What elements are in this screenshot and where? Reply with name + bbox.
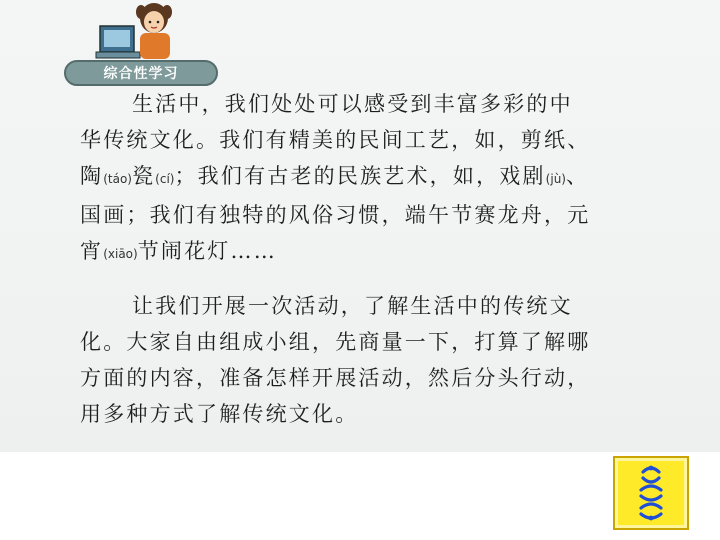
pinyin-annotation: (jù)	[545, 172, 566, 186]
text-line: 生活中，我们处处可以感受到丰富多彩的中	[132, 92, 573, 116]
pinyin-annotation: (xiāo)	[103, 247, 138, 261]
text-run: 瓷	[131, 164, 156, 188]
text-run: 、	[565, 164, 590, 188]
text-run: 节闹花灯……	[137, 239, 277, 263]
text-line: 化。大家自由组成小组，先商量一下，打算了解哪	[80, 330, 591, 354]
text-line: 用多种方式了解传统文化。	[80, 402, 359, 426]
spiral-icon	[615, 458, 687, 528]
next-slide-button[interactable]	[613, 456, 689, 530]
student-computer-illustration-icon	[92, 0, 182, 62]
text-line	[80, 158, 692, 197]
text-run: ；我们有古老的民族艺术，如，戏剧	[174, 164, 546, 188]
section-badge	[64, 60, 218, 86]
paragraph-1	[80, 86, 692, 272]
text-line: 方面的内容，准备怎样开展活动，然后分头行动，	[80, 366, 591, 390]
section-badge-label: 综合性学习	[103, 66, 179, 82]
text-line: 让我们开展一次活动，了解生活中的传统文	[132, 294, 573, 318]
pinyin-annotation: (cí)	[155, 172, 175, 186]
text-line	[80, 233, 692, 272]
text-line: 华传统文化。我们有精美的民间工艺，如，剪纸、	[80, 128, 591, 152]
paragraph-2	[80, 288, 692, 432]
pinyin-annotation: (táo)	[103, 172, 132, 186]
text-run: 陶	[80, 164, 104, 188]
text-line: 国画；我们有独特的风俗习惯，端午节赛龙舟，元	[80, 203, 591, 227]
text-run: 宵	[80, 239, 104, 263]
